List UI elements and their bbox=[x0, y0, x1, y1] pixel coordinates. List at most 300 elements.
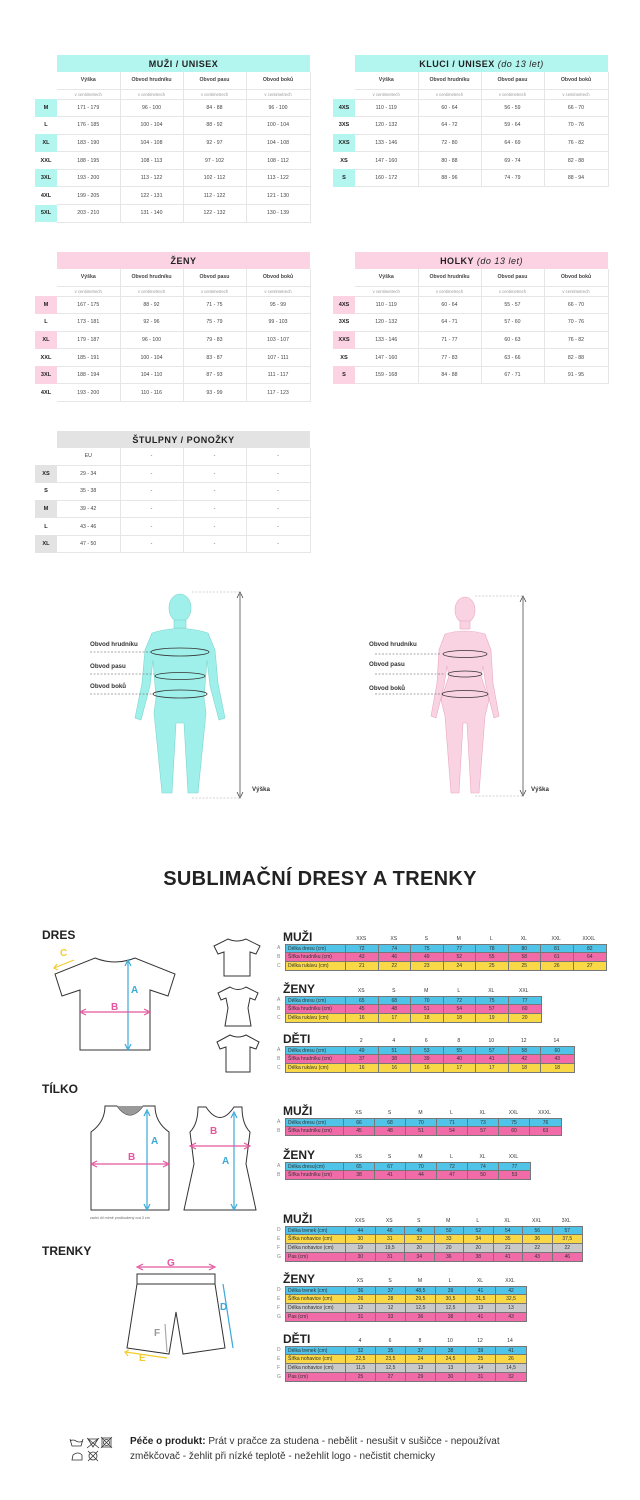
table-cell: 42 bbox=[508, 1288, 514, 1294]
table-cell: 74 - 79 bbox=[481, 169, 544, 187]
male-figure bbox=[80, 588, 280, 803]
table-cell: 167 - 175 bbox=[57, 296, 120, 314]
table-cell: 35 bbox=[494, 1235, 524, 1243]
tank-women-b-label: B bbox=[210, 1126, 218, 1137]
table-cell: 93 - 99 bbox=[183, 384, 246, 402]
table-row bbox=[35, 384, 310, 402]
table-cell: - bbox=[246, 535, 310, 553]
table-cell: 96 - 100 bbox=[120, 331, 183, 349]
table-title-note: (do 13 let) bbox=[476, 255, 523, 266]
tank-men-b-label: B bbox=[128, 1152, 136, 1163]
table-row bbox=[333, 99, 608, 117]
size-label: XS bbox=[340, 157, 348, 164]
size-header: XXL bbox=[532, 1218, 542, 1224]
column-header: - bbox=[246, 448, 310, 465]
table-cell: 31,5 bbox=[466, 1295, 496, 1303]
unit-label: v centimetrech bbox=[57, 286, 120, 296]
size-header: 12 bbox=[520, 1038, 527, 1044]
table-row bbox=[285, 1046, 575, 1055]
table-cell: 38 bbox=[436, 1347, 466, 1354]
row-key: A bbox=[277, 1047, 281, 1053]
table-cell: 110 - 119 bbox=[355, 296, 418, 314]
column-header: Obvod hrudníku bbox=[418, 269, 481, 286]
care-line-1: Prát v pračce za studena - nebělit - nesušit v sušičce - nepoužívat bbox=[208, 1436, 500, 1447]
table-cell: 54 bbox=[437, 1127, 468, 1135]
table-cell: 45 bbox=[346, 1005, 379, 1013]
size-label: 3XS bbox=[338, 122, 350, 129]
table-cell: 102 - 112 bbox=[183, 169, 246, 187]
table-row bbox=[333, 349, 608, 367]
table-row bbox=[35, 187, 310, 205]
row-key: C bbox=[277, 1015, 281, 1021]
table-cell: 17 bbox=[444, 1064, 477, 1072]
size-label: 4XL bbox=[40, 192, 52, 199]
table-cell: 36 bbox=[406, 1313, 436, 1321]
table-cell: 25 bbox=[476, 962, 509, 970]
table-title-main: KLUCI / UNISEX bbox=[419, 58, 495, 69]
row-label: Šířka hrudníku (cm) bbox=[286, 1055, 346, 1063]
table-cell: 193 - 200 bbox=[57, 384, 120, 402]
table-cell: 43 - 46 bbox=[57, 518, 120, 536]
table-cell: 87 - 93 bbox=[183, 366, 246, 384]
table-cell: 12,5 bbox=[436, 1304, 466, 1312]
size-header: XS bbox=[356, 1278, 364, 1284]
size-header: M bbox=[446, 1218, 451, 1224]
table-cell: 30 bbox=[436, 1373, 466, 1381]
table-cell: - bbox=[183, 518, 246, 536]
table-cell: 159 - 168 bbox=[355, 366, 418, 384]
column-header: Obvod hrudníku bbox=[418, 72, 481, 89]
table-row bbox=[333, 152, 608, 170]
table-cell: 99 - 103 bbox=[246, 314, 310, 332]
table-cell: 83 - 87 bbox=[183, 349, 246, 367]
size-header: XL bbox=[488, 988, 495, 994]
size-header: XXL bbox=[551, 936, 561, 942]
table-cell: 68 bbox=[375, 1119, 406, 1126]
table-cell: 58 bbox=[509, 953, 542, 961]
table-cell: 78 bbox=[476, 945, 509, 952]
table-cell: 91 - 95 bbox=[544, 366, 608, 384]
size-label: M bbox=[35, 500, 57, 518]
size-label: S bbox=[333, 366, 355, 384]
table-cell: 37 bbox=[376, 1287, 406, 1294]
size-header: 14 bbox=[507, 1338, 513, 1344]
table-cell: 76 bbox=[542, 1120, 549, 1126]
unit-label: v centimetrech bbox=[481, 89, 544, 99]
table-cell: 108 - 113 bbox=[120, 152, 183, 170]
table-cell: - bbox=[246, 518, 310, 536]
table-cell: 56 - 59 bbox=[481, 99, 544, 117]
column-header: Obvod pasu bbox=[183, 269, 246, 286]
table-cell: 34 bbox=[464, 1235, 494, 1243]
table-cell: - bbox=[120, 483, 183, 501]
table-cell: 110 - 119 bbox=[355, 99, 418, 117]
size-header: XL bbox=[504, 1218, 511, 1224]
size-header: 12 bbox=[477, 1338, 483, 1344]
table-cell: 16 bbox=[346, 1014, 379, 1022]
table-cell: 39 - 42 bbox=[57, 500, 120, 518]
size-header: S bbox=[388, 1278, 392, 1284]
table-cell: 81 bbox=[541, 945, 574, 952]
table-cell: 70 bbox=[406, 1119, 437, 1126]
table-cell: 80 bbox=[509, 945, 542, 952]
table-cell: 107 - 111 bbox=[246, 349, 310, 367]
table-row bbox=[333, 117, 608, 135]
table-cell: 49 bbox=[346, 1047, 379, 1054]
table-cell: 82 bbox=[586, 946, 593, 952]
table-cell: 30,5 bbox=[436, 1295, 466, 1303]
size-header: XS bbox=[357, 988, 365, 994]
size-header: S bbox=[424, 936, 428, 942]
size-header: XL bbox=[479, 1110, 486, 1116]
table-cell: 13 bbox=[436, 1364, 466, 1372]
table-cell: 173 - 181 bbox=[57, 314, 120, 332]
column-header: Obvod hrudníku bbox=[120, 72, 183, 89]
table-cell: 41 bbox=[476, 1055, 509, 1063]
table-cell: 22,5 bbox=[346, 1355, 376, 1363]
table-cell: 26 bbox=[508, 1356, 514, 1362]
row-label: Šířka hrudníku (cm) bbox=[286, 953, 346, 961]
table-row bbox=[285, 1226, 583, 1235]
size-header: 4 bbox=[392, 1038, 396, 1044]
row-label: Délka dresu (cm) bbox=[286, 945, 346, 952]
table-cell: 47 - 50 bbox=[57, 535, 120, 553]
group-title: ŽENY bbox=[283, 1148, 316, 1162]
size-label: XS bbox=[35, 465, 57, 483]
table-row bbox=[333, 134, 608, 152]
row-label: Šířka nohavice (cm) bbox=[286, 1235, 346, 1243]
size-label: 3XL bbox=[35, 169, 57, 187]
table-cell: 122 - 132 bbox=[183, 205, 246, 223]
section-dres: DRES bbox=[42, 928, 76, 942]
male-chest-label: Obvod hrudníku bbox=[90, 641, 138, 648]
table-cell: 36 bbox=[435, 1253, 465, 1261]
size-label: 4XS bbox=[333, 99, 355, 117]
table-cell: 24 bbox=[406, 1355, 436, 1363]
unit-label: v centimetrech bbox=[57, 89, 120, 99]
size-label: L bbox=[44, 523, 48, 530]
table-cell: 61 bbox=[541, 953, 574, 961]
row-key: A bbox=[277, 1119, 281, 1125]
table-cell: 112 - 122 bbox=[183, 187, 246, 205]
shorts-e-label: E bbox=[139, 1353, 146, 1364]
table-cell: 36 bbox=[523, 1235, 553, 1243]
table-row bbox=[35, 134, 310, 152]
table-cell: 74 bbox=[379, 945, 412, 952]
male-waist-label: Obvod pasu bbox=[90, 663, 126, 670]
table-cell: 43 bbox=[508, 1314, 514, 1320]
table-row bbox=[285, 1373, 527, 1382]
table-title-note: (do 13 let) bbox=[497, 58, 544, 69]
column-header: Výška bbox=[355, 269, 418, 286]
table-cell: 63 - 66 bbox=[481, 349, 544, 367]
table-cell: 27 bbox=[586, 963, 593, 969]
row-label: Délka dresu(cm) bbox=[286, 1163, 344, 1170]
table-cell: 32,5 bbox=[506, 1296, 516, 1302]
table-title bbox=[355, 55, 608, 72]
table-row bbox=[35, 117, 310, 135]
size-header: 14 bbox=[553, 1038, 560, 1044]
row-label: Délka dresu (cm) bbox=[286, 1047, 346, 1054]
table-cell: 21 bbox=[346, 962, 379, 970]
size-header: M bbox=[418, 1154, 423, 1160]
table-cell: 29,5 bbox=[406, 1295, 436, 1303]
table-cell: 14,5 bbox=[506, 1365, 516, 1371]
female-figure bbox=[365, 588, 565, 803]
table-cell: 44 bbox=[346, 1227, 376, 1234]
size-header: XXS bbox=[354, 1218, 365, 1224]
table-cell: 21 bbox=[494, 1244, 524, 1252]
table-cell: 160 - 172 bbox=[355, 169, 418, 187]
table-cell: 133 - 146 bbox=[355, 134, 418, 152]
column-header: - bbox=[120, 448, 183, 465]
column-header: Výška bbox=[57, 269, 120, 286]
size-header: 2 bbox=[359, 1038, 363, 1044]
table-cell: 32 bbox=[508, 1374, 514, 1380]
table-cell: 66 - 70 bbox=[544, 296, 608, 314]
female-waist-label: Obvod pasu bbox=[369, 661, 405, 668]
row-label: Délka nohavice (cm) bbox=[286, 1304, 346, 1312]
table-cell: 23,5 bbox=[376, 1355, 406, 1363]
table-cell: 72 - 80 bbox=[418, 134, 481, 152]
size-header: L bbox=[476, 1218, 480, 1224]
unit-label: v centimetrech bbox=[183, 286, 246, 296]
table-row bbox=[285, 1313, 527, 1322]
table-cell: 57 - 60 bbox=[481, 314, 544, 332]
table-cell: 36 bbox=[346, 1287, 376, 1294]
table-cell: 31 bbox=[466, 1373, 496, 1381]
table-cell: 12 bbox=[346, 1304, 376, 1312]
table-cell: 60 - 63 bbox=[481, 331, 544, 349]
table-cell: 54 bbox=[444, 1005, 477, 1013]
shorts-f-label: F bbox=[154, 1328, 161, 1339]
table-cell: 73 bbox=[468, 1119, 499, 1126]
row-key: B bbox=[277, 1128, 281, 1134]
table-cell: 14 bbox=[466, 1364, 496, 1372]
size-table-stulpny bbox=[35, 431, 311, 553]
table-cell: 179 - 187 bbox=[57, 331, 120, 349]
table-cell: 82 - 88 bbox=[544, 152, 608, 170]
table-row bbox=[35, 99, 310, 117]
table-row bbox=[285, 1286, 527, 1295]
size-header: XXS bbox=[356, 936, 367, 942]
tank-note: zadní díl mírně prodloužený cca 3 cm bbox=[90, 1216, 150, 1220]
table-cell: 67 - 71 bbox=[481, 366, 544, 384]
table-cell: 49 bbox=[411, 953, 444, 961]
table-cell: 12 bbox=[376, 1304, 406, 1312]
size-header: M bbox=[417, 1278, 423, 1284]
unit-label: v centimetrech bbox=[120, 89, 183, 99]
row-key: G bbox=[277, 1314, 281, 1320]
table-cell: 38 bbox=[436, 1313, 466, 1321]
size-header: XXL bbox=[508, 1110, 519, 1116]
table-cell: 188 - 194 bbox=[57, 366, 120, 384]
table-row bbox=[285, 1346, 527, 1355]
table-row bbox=[285, 1253, 583, 1262]
size-label: M bbox=[35, 296, 57, 314]
table-cell: 41 bbox=[508, 1348, 514, 1354]
table-cell: 27 bbox=[376, 1373, 406, 1381]
table-cell: 100 - 104 bbox=[120, 349, 183, 367]
table-cell: 35 bbox=[376, 1347, 406, 1354]
table-row bbox=[285, 944, 607, 953]
size-header: 4 bbox=[358, 1338, 362, 1344]
table-cell: 39 bbox=[436, 1287, 466, 1294]
size-header: S bbox=[387, 1154, 392, 1160]
table-cell: 56 bbox=[523, 1227, 553, 1234]
size-table-kluci bbox=[333, 55, 609, 187]
row-key: F bbox=[277, 1305, 281, 1311]
table-cell: 60 bbox=[521, 1006, 528, 1012]
table-cell: 57 bbox=[564, 1228, 571, 1234]
care-icons bbox=[68, 1436, 113, 1464]
table-cell: 72 bbox=[437, 1163, 468, 1170]
size-header: XL bbox=[476, 1278, 484, 1284]
table-cell: 110 - 116 bbox=[120, 384, 183, 402]
table-cell: 34 bbox=[405, 1253, 435, 1261]
table-cell: 37 bbox=[346, 1055, 379, 1063]
table-cell: 17 bbox=[476, 1064, 509, 1072]
table-cell: 88 - 92 bbox=[183, 117, 246, 135]
row-key: B bbox=[277, 954, 281, 960]
size-header: 10 bbox=[447, 1338, 453, 1344]
unit-label: v centimetrech bbox=[183, 89, 246, 99]
row-label: Pas (cm) bbox=[286, 1313, 346, 1321]
table-cell: - bbox=[183, 483, 246, 501]
table-cell: 183 - 190 bbox=[57, 134, 120, 152]
table-cell: 28 bbox=[376, 1295, 406, 1303]
size-label: 5XL bbox=[35, 205, 57, 223]
table-cell: - bbox=[183, 465, 246, 483]
row-key: C bbox=[277, 963, 281, 969]
table-cell: 113 - 122 bbox=[246, 169, 310, 187]
table-cell: 75 - 79 bbox=[183, 314, 246, 332]
row-key: E bbox=[277, 1236, 281, 1242]
size-header: XL bbox=[520, 936, 527, 942]
table-cell: 31 bbox=[376, 1253, 406, 1261]
table-cell: 45 bbox=[344, 1127, 375, 1135]
row-key: A bbox=[277, 945, 281, 951]
table-cell: 103 - 107 bbox=[246, 331, 310, 349]
table-cell: 20 bbox=[405, 1244, 435, 1252]
table-row bbox=[333, 296, 608, 314]
table-cell: 64 - 69 bbox=[481, 134, 544, 152]
table-cell: 63 bbox=[542, 1128, 549, 1134]
table-cell: 41 bbox=[494, 1253, 524, 1261]
table-cell: 40 bbox=[444, 1055, 477, 1063]
size-header: XS bbox=[355, 1154, 362, 1160]
size-label: 3XL bbox=[35, 366, 57, 384]
table-cell: 44 bbox=[406, 1171, 437, 1179]
table-cell: 108 - 112 bbox=[246, 152, 310, 170]
table-cell: 70 - 76 bbox=[544, 117, 608, 135]
table-row bbox=[35, 349, 310, 367]
table-cell: 75 bbox=[499, 1119, 530, 1126]
table-cell: 58 bbox=[509, 1047, 542, 1054]
column-header: Výška bbox=[57, 72, 120, 89]
size-header: XS bbox=[355, 1110, 362, 1116]
row-label: Šířka hrudníku (cm) bbox=[286, 1171, 344, 1179]
group-title: DĚTI bbox=[283, 1032, 311, 1046]
row-key: C bbox=[277, 1065, 281, 1071]
table-row bbox=[285, 1304, 527, 1313]
column-header: Obvod hrudníku bbox=[120, 269, 183, 286]
table-cell: 80 - 88 bbox=[418, 152, 481, 170]
table-cell: 88 - 92 bbox=[120, 296, 183, 314]
table-cell: 120 - 132 bbox=[355, 117, 418, 135]
table-cell: 71 - 75 bbox=[183, 296, 246, 314]
table-cell: 60 bbox=[554, 1048, 561, 1054]
table-cell: 52 bbox=[444, 953, 477, 961]
column-header: EU bbox=[57, 448, 120, 465]
size-header: XS bbox=[385, 1218, 393, 1224]
table-cell: 24,5 bbox=[436, 1355, 466, 1363]
table-title: ŽENY bbox=[57, 252, 310, 269]
table-cell: 64 - 71 bbox=[418, 314, 481, 332]
male-height-label: Výška bbox=[252, 786, 270, 793]
size-header: XXL bbox=[508, 1154, 519, 1160]
table-cell: 104 - 110 bbox=[120, 366, 183, 384]
unit-label: v centimetrech bbox=[418, 89, 481, 99]
table-cell: 92 - 96 bbox=[120, 314, 183, 332]
table-cell: 96 - 100 bbox=[120, 99, 183, 117]
size-label: 3XS bbox=[338, 319, 350, 326]
table-cell: - bbox=[246, 465, 310, 483]
table-cell: 60 bbox=[499, 1127, 530, 1135]
table-cell: 23 bbox=[411, 962, 444, 970]
table-cell: 16 bbox=[411, 1064, 444, 1072]
table-row bbox=[35, 314, 310, 332]
row-label: Délka nohavice (cm) bbox=[286, 1364, 346, 1372]
table-row bbox=[35, 535, 310, 553]
table-title: ŠTULPNY / PONOŽKY bbox=[57, 431, 310, 448]
size-header: XL bbox=[479, 1154, 486, 1160]
table-cell: 20 bbox=[464, 1244, 494, 1252]
table-cell: 19 bbox=[346, 1244, 376, 1252]
tank-women-a-label: A bbox=[222, 1156, 230, 1167]
table-cell: 41 bbox=[375, 1171, 406, 1179]
measure-a-label: A bbox=[131, 985, 139, 996]
size-header: M bbox=[456, 936, 461, 942]
size-label: S bbox=[333, 169, 355, 187]
table-cell: 51 bbox=[411, 1005, 444, 1013]
table-cell: 55 bbox=[444, 1047, 477, 1054]
unit-label: v centimetrech bbox=[246, 89, 310, 99]
table-row bbox=[285, 1364, 527, 1373]
table-cell: 55 - 57 bbox=[481, 296, 544, 314]
table-row bbox=[333, 331, 608, 349]
table-cell: 82 - 88 bbox=[544, 349, 608, 367]
size-header: S bbox=[417, 1218, 421, 1224]
row-key: A bbox=[277, 997, 281, 1003]
table-cell: 26 bbox=[346, 1295, 376, 1303]
row-label: Šířka hrudníku (cm) bbox=[286, 1127, 344, 1135]
table-cell: 60 - 64 bbox=[418, 99, 481, 117]
row-key: F bbox=[277, 1365, 281, 1371]
column-header: Obvod boků bbox=[246, 269, 310, 286]
section-trenky: TRENKY bbox=[42, 1244, 92, 1258]
care-heading: Péče o produkt: bbox=[130, 1436, 206, 1447]
table-cell: 57 bbox=[468, 1127, 499, 1135]
size-header: 8 bbox=[457, 1038, 461, 1044]
table-cell: 88 - 96 bbox=[418, 169, 481, 187]
table-cell: 35 - 38 bbox=[57, 483, 120, 501]
table-cell: 70 bbox=[406, 1163, 437, 1170]
table-row bbox=[35, 296, 310, 314]
table-cell: 97 - 102 bbox=[183, 152, 246, 170]
table-cell: 18 bbox=[411, 1014, 444, 1022]
table-cell: 100 - 104 bbox=[120, 117, 183, 135]
